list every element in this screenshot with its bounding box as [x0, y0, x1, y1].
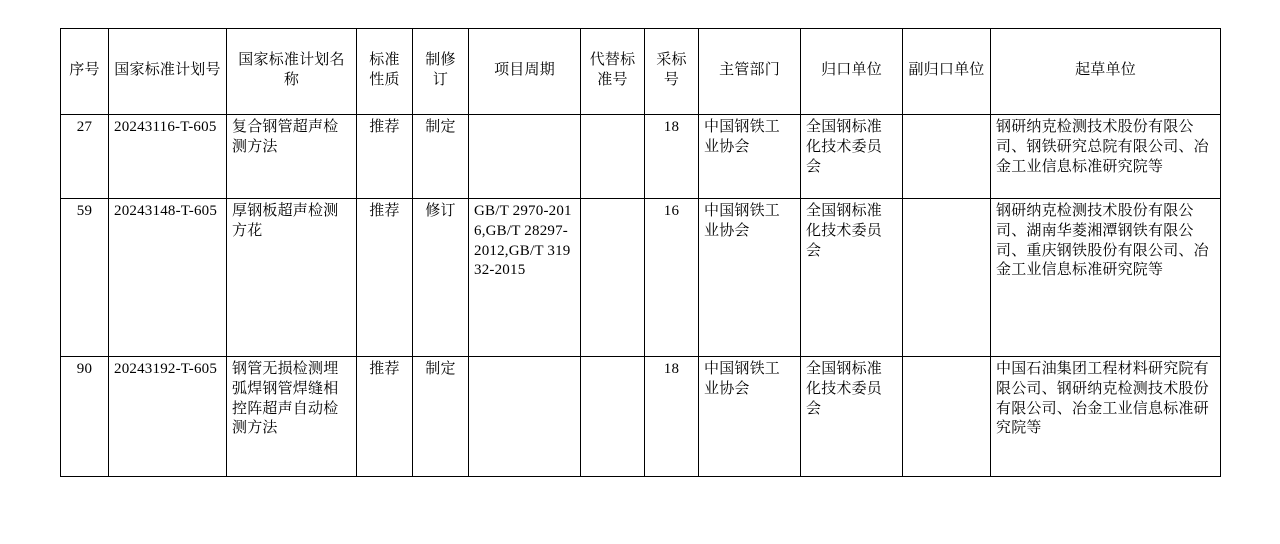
cell-seq: 27 [61, 115, 109, 199]
cell-seq: 90 [61, 357, 109, 477]
column-header-authority: 主管部门 [699, 29, 801, 115]
cell-revision: 修订 [413, 199, 469, 357]
column-header-replaced-no: 代替标准号 [581, 29, 645, 115]
cell-vice-unit [903, 199, 991, 357]
table-header-row [61, 29, 1221, 115]
cell-plan-name: 钢管无损检测埋弧焊钢管焊缝相控阵超声自动检测方法 [227, 357, 357, 477]
column-header-drafting-units: 起草单位 [991, 29, 1221, 115]
table-row [61, 199, 1221, 357]
cell-replaced-no [581, 357, 645, 477]
cell-centralized-unit: 全国钢标准化技术委员会 [801, 199, 903, 357]
cell-period [469, 357, 581, 477]
column-header-plan-name: 国家标准计划名称 [227, 29, 357, 115]
column-header-plan-no: 国家标准计划号 [109, 29, 227, 115]
cell-replaced-no [581, 115, 645, 199]
national-standard-plan-table [60, 28, 1221, 477]
cell-authority: 中国钢铁工业协会 [699, 199, 801, 357]
table-header [61, 29, 1221, 115]
cell-drafting-units: 钢研纳克检测技术股份有限公司、湖南华菱湘潭钢铁有限公司、重庆钢铁股份有限公司、冶金工业信息标准研究院等 [991, 199, 1221, 357]
cell-plan-name: 厚钢板超声检测方花 [227, 199, 357, 357]
cell-replaced-no [581, 199, 645, 357]
cell-plan-no: 20243116-T-605 [109, 115, 227, 199]
cell-nature: 推荐 [357, 115, 413, 199]
cell-vice-unit [903, 357, 991, 477]
table-body [61, 115, 1221, 477]
cell-revision: 制定 [413, 115, 469, 199]
cell-centralized-unit: 全国钢标准化技术委员会 [801, 357, 903, 477]
column-header-centralized-unit: 归口单位 [801, 29, 903, 115]
table-row [61, 357, 1221, 477]
cell-adopt-no: 18 [645, 115, 699, 199]
cell-centralized-unit: 全国钢标准化技术委员会 [801, 115, 903, 199]
cell-plan-no: 20243148-T-605 [109, 199, 227, 357]
cell-seq: 59 [61, 199, 109, 357]
cell-plan-no: 20243192-T-605 [109, 357, 227, 477]
cell-authority: 中国钢铁工业协会 [699, 115, 801, 199]
cell-drafting-units: 钢研纳克检测技术股份有限公司、钢铁研究总院有限公司、冶金工业信息标准研究院等 [991, 115, 1221, 199]
cell-nature: 推荐 [357, 357, 413, 477]
cell-nature: 推荐 [357, 199, 413, 357]
cell-drafting-units: 中国石油集团工程材料研究院有限公司、钢研纳克检测技术股份有限公司、冶金工业信息标准研究院等 [991, 357, 1221, 477]
cell-period: GB/T 2970-2016,GB/T 28297-2012,GB/T 31932-2015 [469, 199, 581, 357]
cell-revision: 制定 [413, 357, 469, 477]
column-header-period: 项目周期 [469, 29, 581, 115]
cell-vice-unit [903, 115, 991, 199]
cell-period [469, 115, 581, 199]
cell-authority: 中国钢铁工业协会 [699, 357, 801, 477]
column-header-revision: 制修订 [413, 29, 469, 115]
column-header-seq: 序号 [61, 29, 109, 115]
cell-plan-name: 复合钢管超声检测方法 [227, 115, 357, 199]
column-header-adopt-no: 采标号 [645, 29, 699, 115]
column-header-nature: 标准性质 [357, 29, 413, 115]
table-row [61, 115, 1221, 199]
cell-adopt-no: 18 [645, 357, 699, 477]
column-header-vice-unit: 副归口单位 [903, 29, 991, 115]
cell-adopt-no: 16 [645, 199, 699, 357]
